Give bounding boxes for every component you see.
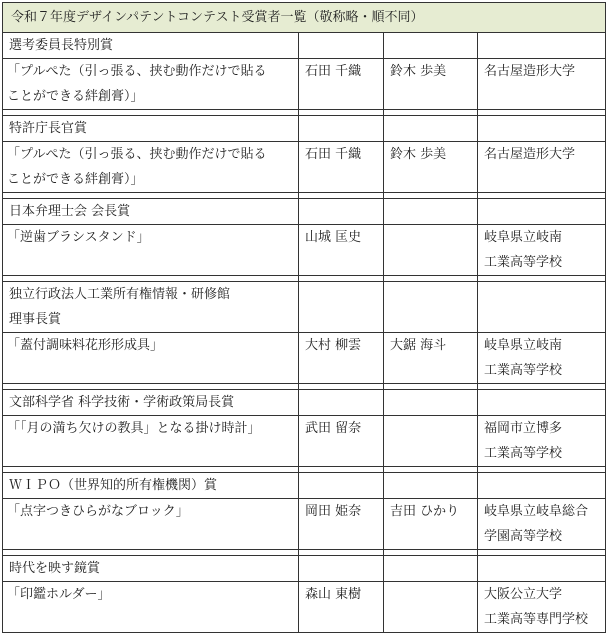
winner-name-1: 武田 留奈 — [299, 416, 384, 467]
work-title: 「プルぺた（引っ張る、挟む動作だけで貼る ことができる絆創膏）」 — [3, 59, 299, 110]
winner-name-1: 山城 匡史 — [299, 225, 384, 276]
award-row — [3, 390, 606, 416]
empty-cell — [384, 116, 478, 142]
empty-cell — [478, 33, 606, 59]
entry-row — [3, 59, 606, 110]
award-row — [3, 556, 606, 582]
empty-cell — [299, 473, 384, 499]
winner-name-2: 大鋸 海斗 — [384, 333, 478, 384]
winner-name-1: 森山 東樹 — [299, 582, 384, 633]
entry-row — [3, 416, 606, 467]
award-name: 特許庁長官賞 — [3, 116, 299, 142]
empty-cell — [478, 556, 606, 582]
school-name: 岐阜県立岐阜総合 学園高等学校 — [478, 499, 606, 550]
winner-name-2: 吉田 ひかり — [384, 499, 478, 550]
empty-cell — [384, 556, 478, 582]
empty-cell — [384, 199, 478, 225]
work-title: 「蓋付調味料花形形成具」 — [3, 333, 299, 384]
winner-name-1: 石田 千織 — [299, 142, 384, 193]
award-name: 時代を映す鏡賞 — [3, 556, 299, 582]
winner-name-1: 石田 千織 — [299, 59, 384, 110]
award-name: ＷＩＰＯ（世界知的所有権機関）賞 — [3, 473, 299, 499]
winner-name-2 — [384, 225, 478, 276]
winner-name-1: 大村 柳雲 — [299, 333, 384, 384]
empty-cell — [299, 33, 384, 59]
empty-cell — [384, 390, 478, 416]
entry-row — [3, 225, 606, 276]
empty-cell — [478, 199, 606, 225]
award-name: 独立行政法人工業所有権情報・研修館 理事長賞 — [3, 282, 299, 333]
winner-name-1: 岡田 姫奈 — [299, 499, 384, 550]
entry-row — [3, 333, 606, 384]
empty-cell — [384, 473, 478, 499]
empty-cell — [384, 33, 478, 59]
school-name: 名古屋造形大学 — [478, 59, 606, 110]
award-row — [3, 116, 606, 142]
work-title: 「逆歯ブラシスタンド」 — [3, 225, 299, 276]
school-name: 名古屋造形大学 — [478, 142, 606, 193]
award-name: 日本弁理士会 会長賞 — [3, 199, 299, 225]
empty-cell — [478, 282, 606, 333]
school-name: 大阪公立大学 工業高等専門学校 — [478, 582, 606, 633]
school-name: 岐阜県立岐南 工業高等学校 — [478, 225, 606, 276]
entry-row — [3, 499, 606, 550]
work-title: 「プルぺた（引っ張る、挟む動作だけで貼る ことができる絆創膏）」 — [3, 142, 299, 193]
entry-row — [3, 142, 606, 193]
award-winners-table — [2, 2, 606, 633]
award-name: 選考委員長特別賞 — [3, 33, 299, 59]
empty-cell — [299, 116, 384, 142]
empty-cell — [384, 282, 478, 333]
work-title: 「「月の満ち欠けの教具」となる掛け時計」 — [3, 416, 299, 467]
empty-cell — [478, 473, 606, 499]
winner-name-2: 鈴木 歩美 — [384, 142, 478, 193]
winner-name-2 — [384, 582, 478, 633]
empty-cell — [299, 556, 384, 582]
empty-cell — [299, 390, 384, 416]
title-row — [3, 3, 606, 33]
school-name: 岐阜県立岐南 工業高等学校 — [478, 333, 606, 384]
award-row — [3, 282, 606, 333]
award-name: 文部科学省 科学技術・学術政策局長賞 — [3, 390, 299, 416]
empty-cell — [299, 199, 384, 225]
winner-name-2 — [384, 416, 478, 467]
entry-row — [3, 582, 606, 633]
work-title: 「点字つきひらがなブロック」 — [3, 499, 299, 550]
winner-name-2: 鈴木 歩美 — [384, 59, 478, 110]
empty-cell — [478, 116, 606, 142]
work-title: 「印鑑ホルダー」 — [3, 582, 299, 633]
empty-cell — [478, 390, 606, 416]
award-row — [3, 33, 606, 59]
table-title: 令和７年度デザインパテントコンテスト受賞者一覧（敬称略・順不同） — [3, 3, 606, 33]
award-row — [3, 473, 606, 499]
empty-cell — [299, 282, 384, 333]
award-row — [3, 199, 606, 225]
school-name: 福岡市立博多 工業高等学校 — [478, 416, 606, 467]
